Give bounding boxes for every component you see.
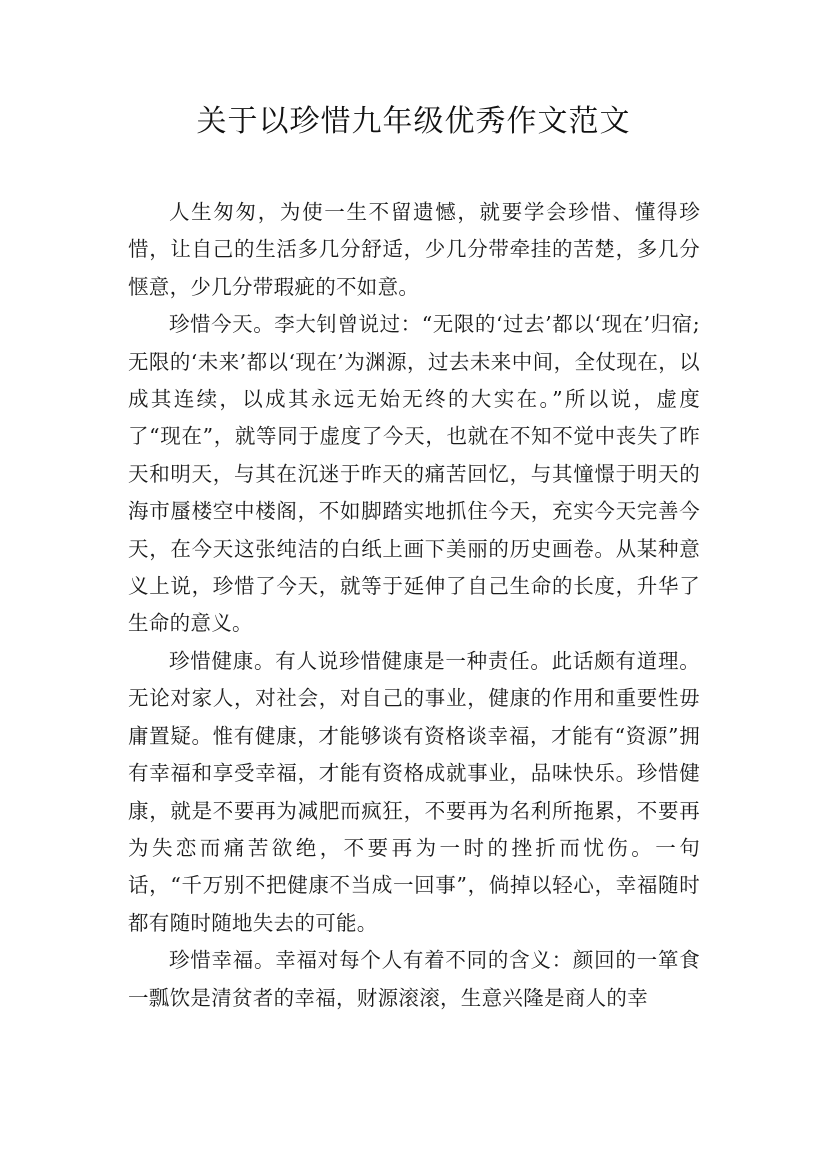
document-body bbox=[128, 194, 700, 1017]
paragraph-cherish-happiness: 珍惜幸福。幸福对每个人有着不同的含义：颜回的一箪食一瓢饮是清贫者的幸福，财源滚滚，生意兴隆是商人的幸 bbox=[128, 948, 700, 1010]
paragraph-cherish-health: 珍惜健康。有人说珍惜健康是一种责任。此话颇有道理。无论对家人，对社会，对自己的事业，健康的作用和重要性毋庸置疑。惟有健康，才能够谈有资格谈幸福，才能有“资源”拥有幸福和享受幸福，才能有资格成就事业，品味快乐。珍惜健康，就是不要再为减肥而疯狂，不要再为名利所拖累，不要再为失恋而痛苦欲绝，不要再为一时的挫折而忧伤。一句话，“千万别不把健康不当成一回事”，倘掉以轻心，幸福随时都有随时随地失去的可能。 bbox=[128, 648, 700, 935]
paragraph-cherish-today: 珍惜今天。李大钊曾说过：“无限的‘过去’都以‘现在’归宿;无限的‘未来’都以‘现在’为渊源，过去未来中间，全仗现在，以成其连续，以成其永远无始无终的大实在。”所以说，虚度了“现在”，就等同于虚度了今天，也就在不知不觉中丧失了昨天和明天，与其在沉迷于昨天的痛苦回忆，与其憧憬于明天的海市蜃楼空中楼阁，不如脚踏实地抓住今天，充实今天完善今天，在今天这张纯洁的白纸上画下美丽的历史画卷。从某种意义上说，珍惜了今天，就等于延伸了自己生命的长度，升华了生命的意义。 bbox=[128, 312, 700, 636]
paragraph-intro: 人生匆匆，为使一生不留遗憾，就要学会珍惜、懂得珍惜，让自己的生活多几分舒适，少几分带牵挂的苦楚，多几分惬意，少几分带瑕疵的不如意。 bbox=[128, 200, 700, 299]
document-title: 关于以珍惜九年级优秀作文范文 bbox=[196, 104, 631, 139]
